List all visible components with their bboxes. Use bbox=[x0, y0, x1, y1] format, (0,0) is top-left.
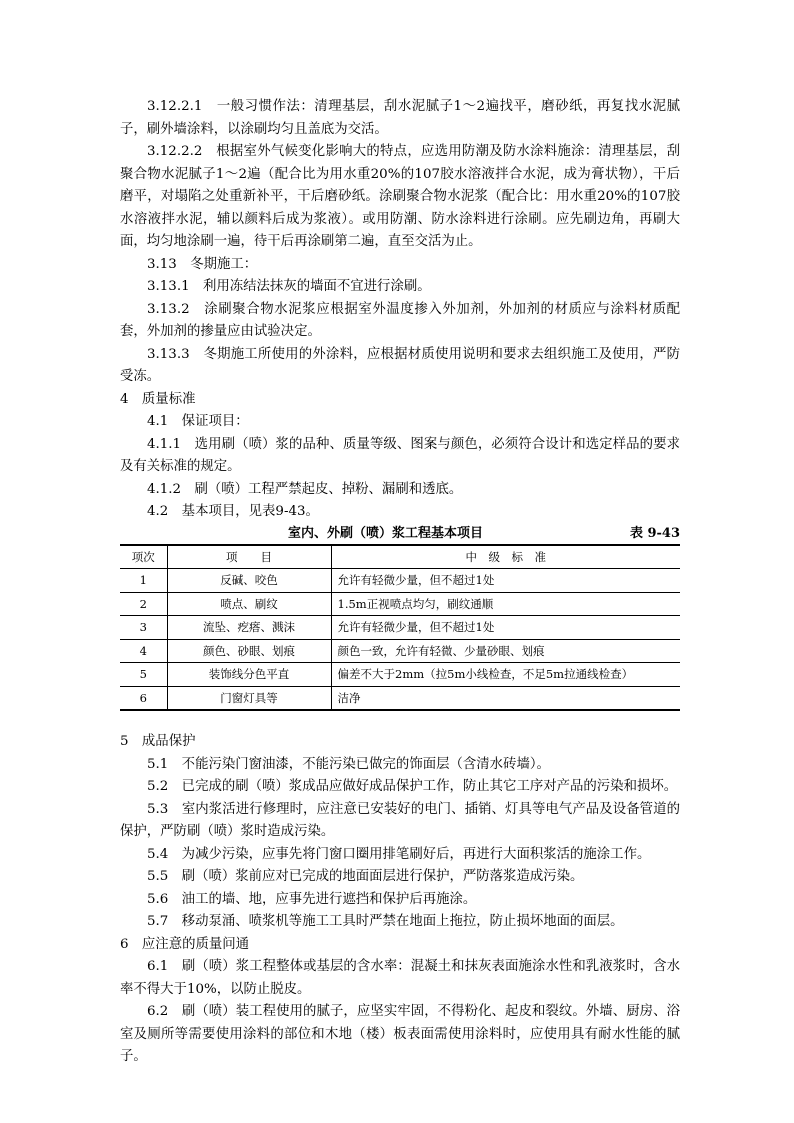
paragraph: 3.12.2.2 根据室外气候变化影响大的特点，应选用防潮及防水涂料施涂：清理基层，刮聚合物水泥腻子1～2遍（配合比为用水重20%的107胶水溶液拌合水泥，成为膏状物），干后磨平，对塌陷之处重新补平，干后磨砂纸。涂刷聚合物水泥浆（配合比：用水重20%的107胶水溶液拌水泥，辅以颜料后成为浆液）。或用防潮、防水涂料进行涂刷。应先刷边角，再刷大面，均匀地涂刷一遍，待干后再涂刷第二遍，直至交活为止。 bbox=[120, 144, 680, 249]
table-row bbox=[120, 592, 680, 616]
table-caption bbox=[120, 524, 680, 544]
cell-item-no: 1 bbox=[120, 569, 167, 593]
paragraph: 6.2 刷（喷）装工程使用的腻子，应坚实牢固，不得粉化、起皮和裂纹。外墙、厨房、浴室及厕所等需要使用涂料的部位和木地（楼）板表面需使用涂料时，应使用具有耐水性能的腻子。 bbox=[120, 1004, 680, 1064]
section-heading: 6 应注意的质量问通 bbox=[120, 936, 250, 952]
paragraph: 3.13.2 涂刷聚合物水泥浆应根据室外温度掺入外加剂，外加剂的材质应与涂料材质配套，外加剂的掺量应由试验决定。 bbox=[120, 301, 680, 339]
cell-item: 装饰线分色平直 bbox=[167, 663, 331, 687]
table-header-row bbox=[120, 545, 680, 569]
cell-item: 门窗灯具等 bbox=[167, 686, 331, 710]
paragraph: 3.13.1 利用冻结法抹灰的墙面不宜进行涂刷。 bbox=[147, 279, 431, 294]
paragraph: 4.2 基本项目，见表9-43。 bbox=[147, 504, 319, 519]
cell-item: 颜色、砂眼、划痕 bbox=[167, 639, 331, 663]
table-row bbox=[120, 686, 680, 710]
cell-item: 反碱、咬色 bbox=[167, 569, 331, 593]
subheading: 4.1 保证项目： bbox=[147, 414, 249, 429]
paragraph: 3.12.2.1 一般习惯作法：清理基层，刮水泥腻子1～2遍找平，磨砂纸，再复找水泥腻子，刷外墙涂料，以涂刷均匀且盖底为交活。 bbox=[120, 99, 680, 137]
paragraph: 6.1 刷（喷）浆工程整体或基层的含水率：混凝土和抹灰表面施涂水性和乳液浆时，含水率不得大于10%，以防止脱皮。 bbox=[120, 959, 680, 997]
paragraph: 5.3 室内浆活进行修理时，应注意已安装好的电门、插销、灯具等电气产品及设备管道的保护，严防刷（喷）浆时造成污染。 bbox=[120, 801, 680, 839]
header-item: 项 目 bbox=[167, 545, 331, 569]
header-item-no: 项次 bbox=[120, 545, 167, 569]
subheading: 3.13 冬期施工： bbox=[147, 256, 258, 272]
section-heading: 4 质量标准 bbox=[120, 391, 196, 407]
cell-item-no: 2 bbox=[120, 592, 167, 616]
cell-item-no: 5 bbox=[120, 663, 167, 687]
paragraph: 5.1 不能污染门窗油漆，不能污染已做完的饰面层（含清水砖墙）。 bbox=[147, 756, 550, 772]
cell-standard: 允许有轻微少量，但不超过1处 bbox=[331, 569, 680, 593]
quality-standard-table bbox=[120, 544, 680, 712]
section-protection-and-quality bbox=[120, 731, 680, 1069]
cell-item: 喷点、刷纹 bbox=[167, 592, 331, 616]
cell-standard: 洁净 bbox=[331, 686, 680, 710]
cell-standard: 偏差不大于2mm（拉5m小线检查，不足5m拉通线检查） bbox=[331, 663, 680, 687]
cell-item-no: 6 bbox=[120, 686, 167, 710]
cell-item-no: 4 bbox=[120, 639, 167, 663]
table-number: 表 9-43 bbox=[629, 525, 680, 541]
table-row bbox=[120, 616, 680, 640]
section-heading: 5 成品保护 bbox=[120, 734, 196, 749]
paragraph: 5.2 已完成的刷（喷）浆成品应做好成品保护工作，防止其它工序对产品的污染和损坏。 bbox=[147, 779, 678, 794]
header-standard: 中 级 标 准 bbox=[331, 545, 680, 569]
paragraph: 5.6 油工的墙、地，应事先进行遮挡和保护后再施涂。 bbox=[147, 891, 477, 907]
paragraph: 5.7 移动泵涌、喷浆机等施工工具时严禁在地面上拖拉，防止损坏地面的面层。 bbox=[147, 914, 624, 929]
table-row bbox=[120, 569, 680, 593]
paragraph: 4.1.1 选用刷（喷）浆的品种、质量等级、图案与颜色，必须符合设计和选定样品的要求及有关标准的规定。 bbox=[120, 436, 680, 474]
cell-item: 流坠、疙瘩、溅沫 bbox=[167, 616, 331, 640]
paragraph: 4.1.2 刷（喷）工程严禁起皮、掉粉、漏刷和透底。 bbox=[147, 481, 463, 497]
cell-standard: 允许有轻微少量，但不超过1处 bbox=[331, 616, 680, 640]
paragraph: 5.4 为减少污染，应事先将门窗口圈用排笔刷好后，再进行大面积浆活的施涂工作。 bbox=[147, 846, 651, 862]
table-row bbox=[120, 639, 680, 663]
document-page bbox=[120, 96, 680, 1069]
cell-standard: 1.5m正视喷点均匀，刷纹通顺 bbox=[331, 592, 680, 616]
section-construction-methods bbox=[120, 96, 680, 524]
cell-standard: 颜色一致，允许有轻微、少量砂眼、划痕 bbox=[331, 639, 680, 663]
paragraph: 3.13.3 冬期施工所使用的外涂料，应根据材质使用说明和要求去组织施工及使用，严防受冻。 bbox=[120, 346, 680, 384]
cell-item-no: 3 bbox=[120, 616, 167, 640]
table-row bbox=[120, 663, 680, 687]
paragraph: 5.5 刷（喷）浆前应对已完成的地面面层进行保护，严防落浆造成污染。 bbox=[147, 869, 584, 884]
table-title: 室内、外刷（喷）浆工程基本项目 bbox=[288, 525, 484, 541]
